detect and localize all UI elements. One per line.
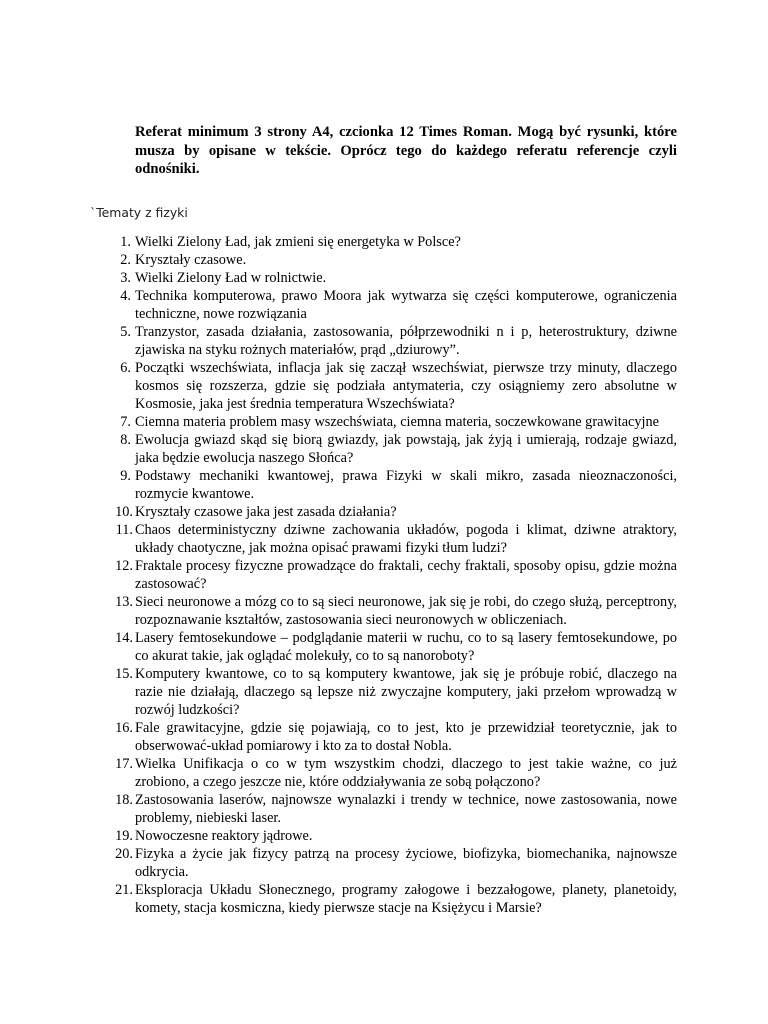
topic-text: Technika komputerowa, prawo Moora jak wytwarza się części komputerowe, ograniczenia techniczne, nowe rozwiązania	[135, 288, 677, 322]
assignment-requirements: Referat minimum 3 strony A4, czcionka 12 Times Roman. Mogą być rysunki, które musza by opisane w tekście. Oprócz tego do każdego referatu referencje czyli odnośniki.	[135, 124, 677, 177]
topic-item	[0, 719, 677, 755]
topic-item	[0, 791, 677, 827]
topic-text: Eksploracja Układu Słonecznego, programy załogowe i bezzałogowe, planety, planetoidy, komety, stacja kosmiczna, kiedy pierwsze stacje na Księżycu i Marsie?	[135, 882, 677, 916]
topic-number: 9.	[120, 468, 131, 484]
topic-text: Wielki Zielony Ład, jak zmieni się energetyka w Polsce?	[135, 234, 461, 250]
topic-item	[0, 665, 677, 719]
topic-text: Tranzystor, zasada działania, zastosowania, półprzewodniki n i p, heterostruktury, dziwne zjawiska na styku rożnych materiałów, prąd „dziurowy”.	[135, 324, 677, 358]
topic-number: 4.	[120, 288, 131, 304]
topic-item	[0, 503, 677, 521]
topic-number: 2.	[120, 252, 131, 268]
topic-number: 12.	[115, 558, 133, 574]
topic-item	[0, 629, 677, 665]
topic-number: 10.	[115, 504, 133, 520]
topic-text: Początki wszechświata, inflacja jak się zaczął wszechświat, pierwsze trzy minuty, dlaczego kosmos się rozszerza, gdzie się podziała antymateria, czy osiągniemy zero absolutne w Kosmosie, jaka jest średnia temperatura Wszechświata?	[135, 360, 677, 412]
topic-number: 11.	[115, 522, 133, 538]
topic-item	[0, 413, 677, 431]
topic-text: Nowoczesne reaktory jądrowe.	[135, 828, 313, 844]
topic-number: 7.	[120, 414, 131, 430]
topic-number: 21.	[115, 882, 133, 898]
topics-heading: `Tematy z fizyki	[90, 205, 188, 220]
topic-text: Fizyka a życie jak fizycy patrzą na procesy życiowe, biofizyka, biomechanika, najnowsze odkrycia.	[135, 846, 677, 880]
topic-number: 18.	[115, 792, 133, 808]
topic-item	[0, 521, 677, 557]
topic-number: 5.	[120, 324, 131, 340]
topic-number: 16.	[115, 720, 133, 736]
topic-item	[0, 269, 677, 287]
topic-number: 14.	[115, 630, 133, 646]
topic-item	[0, 323, 677, 359]
topic-number: 8.	[120, 432, 131, 448]
topic-list	[0, 233, 768, 917]
topic-text: Fraktale procesy fizyczne prowadzące do fraktali, cechy fraktali, sposoby opisu, gdzie można zastosować?	[135, 558, 677, 592]
topic-text: Lasery femtosekundowe – podglądanie materii w ruchu, co to są lasery femtosekundowe, po co akurat takie, jak oglądać molekuły, co to są nanoroboty?	[135, 630, 677, 664]
topic-item	[0, 845, 677, 881]
topic-item	[0, 359, 677, 413]
topic-item	[0, 593, 677, 629]
topic-number: 13.	[115, 594, 133, 610]
topic-item	[0, 827, 677, 845]
topic-item	[0, 755, 677, 791]
topic-number: 1.	[120, 234, 131, 250]
topic-text: Chaos deterministyczny dziwne zachowania układów, pogoda i klimat, dziwne atraktory, układy chaotyczne, jak można opisać prawami fizyki tłum ludzi?	[135, 522, 677, 556]
topic-item	[0, 251, 677, 269]
topic-text: Wielka Unifikacja o co w tym wszystkim chodzi, dlaczego to jest takie ważne, co już zrobiono, a czego jeszcze nie, które oddziaływania ze sobą połączono?	[135, 756, 677, 790]
topic-number: 19.	[115, 828, 133, 844]
topic-item	[0, 881, 677, 917]
topic-text: Komputery kwantowe, co to są komputery kwantowe, jak się je próbuje robić, dlaczego na razie nie działają, dlaczego są lepsze niż zwyczajne komputery, jaki przełom wprowadzą w rozwój ludzkości?	[135, 666, 677, 718]
topic-number: 6.	[120, 360, 131, 376]
topic-text: Kryształy czasowe.	[135, 252, 247, 268]
topic-item	[0, 233, 677, 251]
topic-number: 17.	[115, 756, 133, 772]
topic-number: 15.	[115, 666, 133, 682]
topic-item	[0, 431, 677, 467]
topic-text: Wielki Zielony Ład w rolnictwie.	[135, 270, 327, 286]
topic-text: Ciemna materia problem masy wszechświata, ciemna materia, soczewkowane grawitacyjne	[135, 414, 660, 430]
topic-text: Kryształy czasowe jaka jest zasada działania?	[135, 504, 397, 520]
topic-text: Sieci neuronowe a mózg co to są sieci neuronowe, jak się je robi, do czego służą, perceptrony, rozpoznawanie kształtów, zastosowania sieci neuronowych w obliczeniach.	[135, 594, 677, 628]
topic-text: Zastosowania laserów, najnowsze wynalazki i trendy w technice, nowe zastosowania, nowe problemy, niebieski laser.	[135, 792, 677, 826]
topic-number: 20.	[115, 846, 133, 862]
topic-item	[0, 467, 677, 503]
topic-text: Fale grawitacyjne, gdzie się pojawiają, co to jest, kto je przewidział teoretycznie, jak to obserwować-układ pomiarowy i kto za to dostał Nobla.	[135, 720, 677, 754]
topic-text: Podstawy mechaniki kwantowej, prawa Fizyki w skali mikro, zasada nieoznaczoności, rozmycie kwantowe.	[135, 468, 677, 502]
topic-text: Ewolucja gwiazd skąd się biorą gwiazdy, jak powstają, jak żyją i umierają, rodzaje gwiazd, jaka będzie ewolucja naszego Słońca?	[135, 432, 677, 466]
topic-item	[0, 557, 677, 593]
topic-number: 3.	[120, 270, 131, 286]
topic-item	[0, 287, 677, 323]
